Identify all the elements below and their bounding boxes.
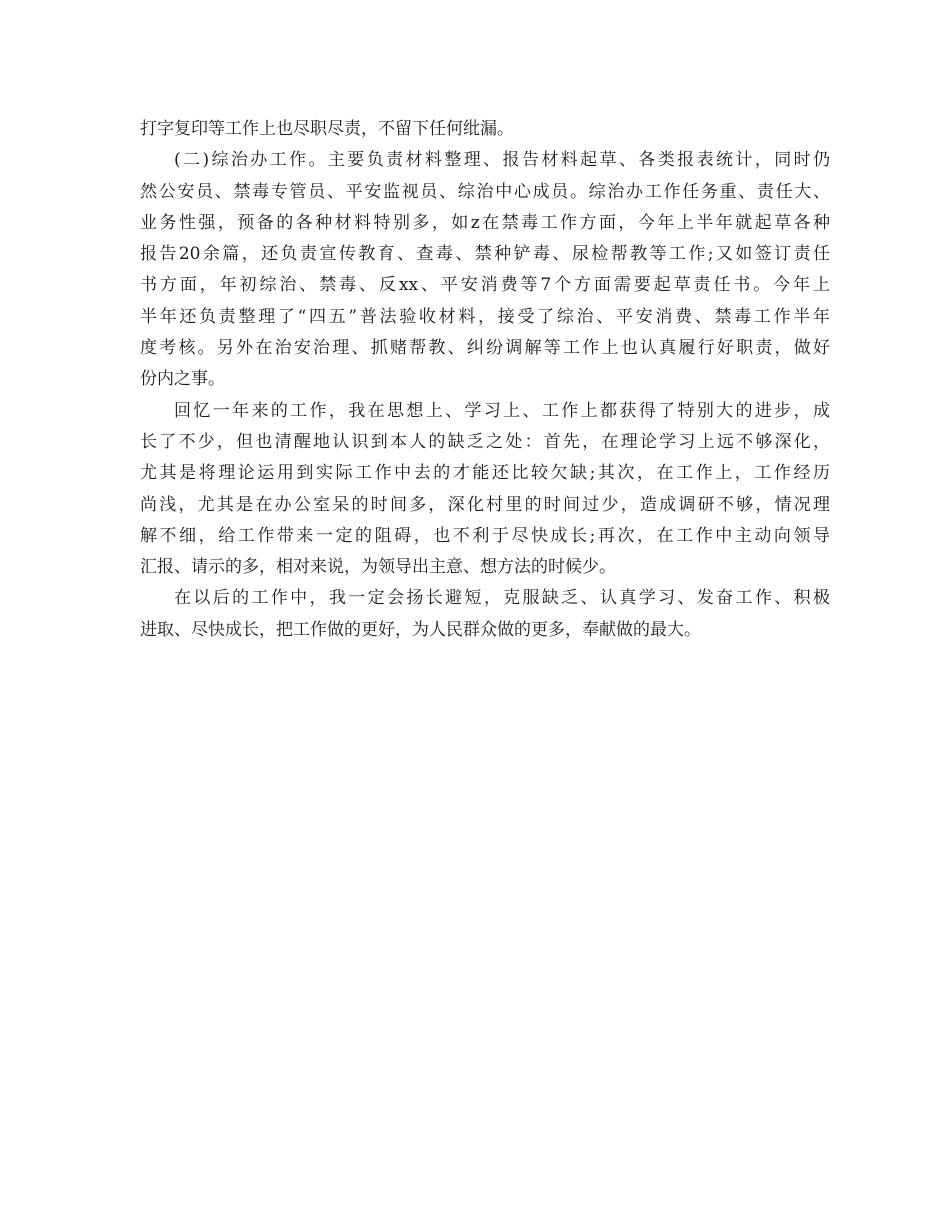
text-line: 书方面，年初综治、禁毒、反xx、平安消费等7个方面需要起草责任书。今年上: [140, 275, 830, 296]
text-line: 报告20余篇，还负责宣传教育、查毒、禁种铲毒、尿检帮教等工作;又如签订责任: [140, 244, 830, 265]
text-line: 尤其是将理论运用到实际工作中去的才能还比较欠缺;其次，在工作上，工作经历: [140, 463, 830, 484]
text-line: 长了不少，但也清醒地认识到本人的缺乏之处：首先，在理论学习上远不够深化，: [140, 431, 830, 452]
text-line: 在以后的工作中，我一定会扬长避短，克服缺乏、认真学习、发奋工作、积极: [174, 588, 830, 609]
text-line: 尚浅，尤其是在办公室呆的时间多，深化村里的时间过少，造成调研不够，情况理: [140, 494, 830, 515]
text-line: 半年还负责整理了“四五”普法验收材料，接受了综治、平安消费、禁毒工作半年: [140, 306, 830, 327]
text-line: 打字复印等工作上也尽职尽责，不留下任何纰漏。: [140, 119, 514, 139]
text-line: 然公安员、禁毒专管员、平安监视员、综治中心成员。综治办工作任务重、责任大、: [140, 181, 830, 202]
text-line: 进取、尽快成长，把工作做的更好，为人民群众做的更多，奉献做的最大。: [140, 619, 701, 640]
text-line: 汇报、请示的多，相对来说，为领导出主意、想方法的时候少。: [140, 557, 616, 578]
text-line: 度考核。另外在治安治理、抓赌帮教、纠纷调解等工作上也认真履行好职责，做好: [140, 338, 830, 359]
text-line: 解不细，给工作带来一定的阻碍，也不利于尽快成长;再次，在工作中主动向领导: [140, 525, 830, 546]
text-line: (二)综治办工作。主要负责材料整理、报告材料起草、各类报表统计，同时仍: [174, 150, 830, 171]
text-line: 份内之事。: [140, 369, 225, 390]
text-line: 业务性强，预备的各种材料特别多，如z在禁毒工作方面，今年上半年就起草各种: [140, 212, 830, 233]
document-body: [140, 114, 830, 646]
text-line: 回忆一年来的工作，我在思想上、学习上、工作上都获得了特别大的进步，成: [174, 400, 830, 421]
